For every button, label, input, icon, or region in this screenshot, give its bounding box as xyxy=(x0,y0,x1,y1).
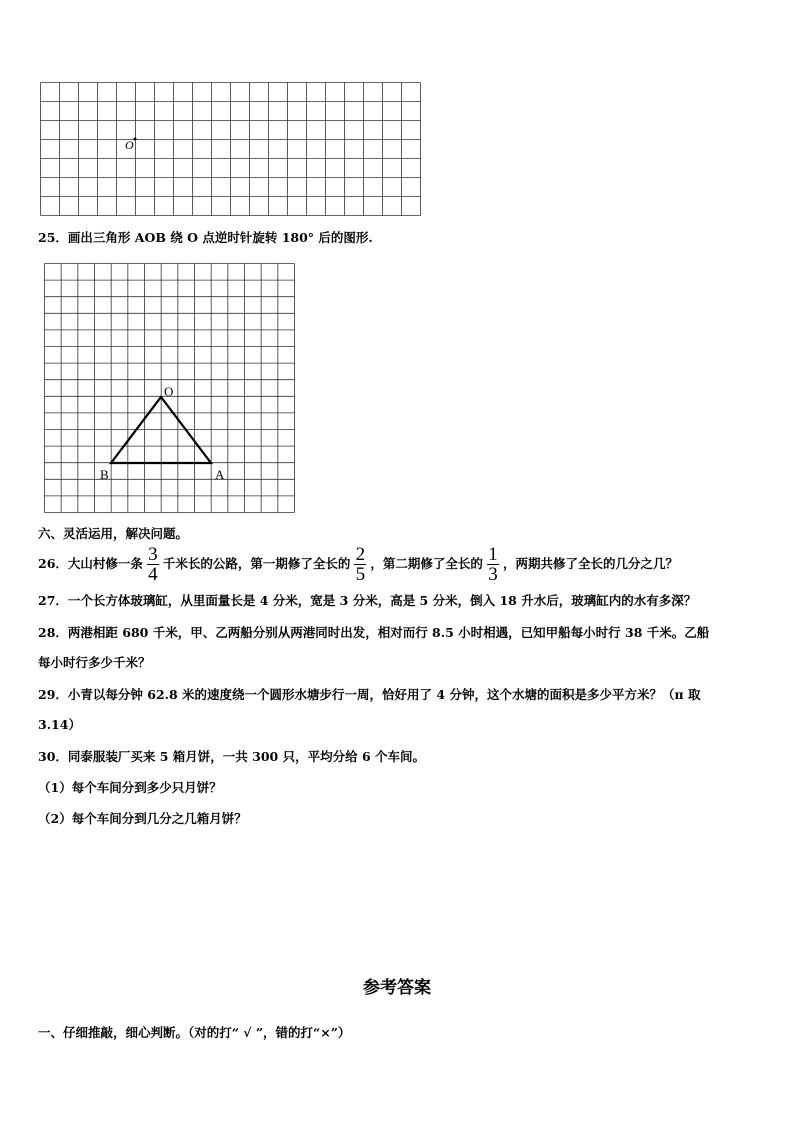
question-27: 27．一个长方体玻璃缸，从里面量长是 4 分米，宽是 3 分米，高是 5 分米，倒入 18 升水后，玻璃缸内的水有多深？ xyxy=(38,593,697,608)
question-29-line-2: 3.14） xyxy=(38,717,81,732)
vertex-o-label: O xyxy=(164,384,174,399)
q26-part3: ，第二期修了全长的 xyxy=(370,556,483,571)
vertex-b-label: B xyxy=(100,467,109,482)
question-30-sub-1: （1）每个车间分到多少只月饼？ xyxy=(38,780,222,795)
q26-part4: ，两期共修了全长的几分之几？ xyxy=(502,556,678,571)
vertex-a-label: A xyxy=(215,467,225,482)
question-26 xyxy=(38,544,678,585)
question-25: 25．画出三角形 AOB 绕 O 点逆时针旋转 180° 后的图形. xyxy=(38,230,373,245)
fraction-2-5: $\frac{2}{5}$ xyxy=(355,544,366,585)
fraction-1-3: $\frac{1}{3}$ xyxy=(488,544,498,585)
question-30-sub-2: （2）每个车间分到几分之几箱月饼？ xyxy=(38,811,247,826)
answers-section-1: 一、仔细推敲，细心判断。（对的打“ √ ”，错的打“×”） xyxy=(38,1025,351,1040)
question-30: 30．同泰服装厂买来 5 箱月饼，一共 300 只，平均分给 6 个车间。 xyxy=(38,749,425,764)
fraction-3-4: $\frac{3}{4}$ xyxy=(148,544,158,585)
question-28-line-1: 28．两港相距 680 千米，甲、乙两船分别从两港同时出发，相对而行 8.5 小时相遇，已知甲船每小时行 38 千米。乙船 xyxy=(38,625,710,640)
answers-title: 参考答案 xyxy=(363,978,431,998)
grid-1 xyxy=(40,82,421,216)
q26-part2: 千米长的公路，第一期修了全长的 xyxy=(162,556,351,571)
question-28-line-2: 每小时行多少千米？ xyxy=(38,655,151,670)
q26-part1: 26．大山村修一条 xyxy=(38,556,143,571)
grid-1-point-label: O xyxy=(125,138,134,152)
section-6-heading: 六、灵活运用，解决问题。 xyxy=(38,526,189,541)
question-29-line-1: 29．小青以每分钟 62.8 米的速度绕一个圆形水塘步行一周，恰好用了 4 分钟，这个水塘的面积是多少平方米？（π 取 xyxy=(38,687,701,702)
